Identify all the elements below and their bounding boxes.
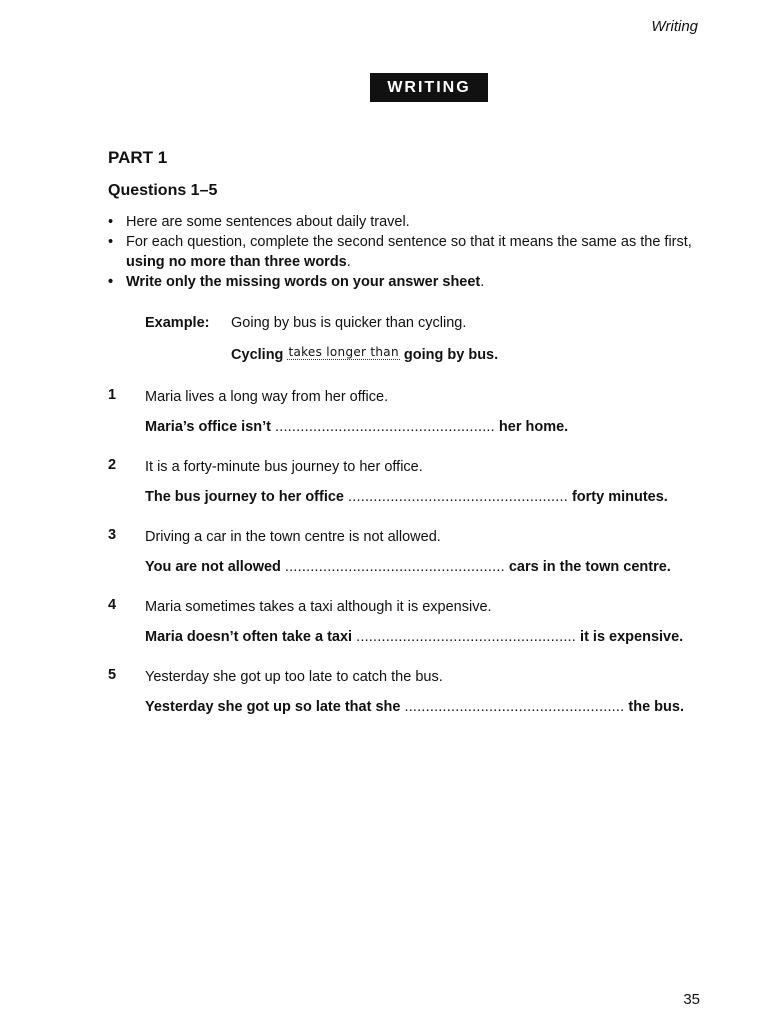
bullet-icon: • [108,274,114,290]
example-sentence: Going by bus is quicker than cycling. [231,315,467,331]
question-number: 1 [108,387,117,403]
question-stem: It is a forty-minute bus journey to her office. [145,459,423,475]
bullet-icon: • [108,214,114,230]
question-rewrite [145,627,683,647]
running-head: Writing [651,18,698,35]
instruction-emphasis: using no more than three words [126,254,347,270]
rewrite-start: The bus journey to her office [145,489,344,505]
question-rewrite [145,417,568,437]
example-row [145,313,705,333]
question-rewrite [145,487,668,507]
question-number: 3 [108,527,117,543]
instruction-punctuation: . [480,274,485,290]
answer-gap[interactable]: .................................................... [404,699,625,715]
instruction-text: For each question, complete the second sentence so that it means the same as the first, [126,234,692,250]
instructions-list [108,212,728,292]
instruction-item [108,272,728,292]
question-number: 2 [108,457,117,473]
instruction-item [108,212,728,232]
question-stem: Yesterday she got up too late to catch the bus. [145,669,443,685]
questions-heading: Questions 1–5 [108,182,218,199]
instruction-emphasis: Write only the missing words on your answer sheet [126,274,481,290]
example-label: Example: [145,315,210,331]
rewrite-end: forty minutes. [571,489,668,505]
example-rewrite-start: Cycling [231,347,284,363]
part-title: PART 1 [108,148,168,167]
instruction-punctuation: . [346,254,351,270]
question-rewrite [145,697,684,717]
bullet-icon: • [108,234,114,250]
example-rewrite-end: going by bus. [403,347,499,363]
rewrite-end: cars in the town centre. [508,559,671,575]
question-stem: Maria sometimes takes a taxi although it is expensive. [145,599,492,615]
rewrite-start: You are not allowed [145,559,281,575]
question-number: 5 [108,667,117,683]
question-number: 4 [108,597,117,613]
answer-gap[interactable]: .................................................... [348,489,568,505]
rewrite-start: Yesterday she got up so late that she [145,699,401,715]
answer-gap[interactable]: .................................................... [284,559,505,575]
rewrite-start: Maria doesn’t often take a taxi [145,629,353,645]
rewrite-end: the bus. [628,699,684,715]
page-number: 35 [683,991,700,1008]
answer-gap[interactable]: .................................................... [356,629,577,645]
question-stem: Driving a car in the town centre is not allowed. [145,529,441,545]
rewrite-end: it is expensive. [580,629,684,645]
rewrite-end: her home. [498,419,569,435]
instruction-item [108,232,728,272]
question-stem: Maria lives a long way from her office. [145,389,389,405]
question-rewrite [145,557,671,577]
example-rewrite-row [145,345,705,365]
example-block [145,313,705,365]
section-banner: WRITING [370,73,488,102]
example-answer: takes longer than [288,345,399,359]
instruction-text: Here are some sentences about daily travel. [126,214,410,230]
rewrite-start: Maria’s office isn’t [145,419,271,435]
answer-gap[interactable]: .................................................... [275,419,495,435]
